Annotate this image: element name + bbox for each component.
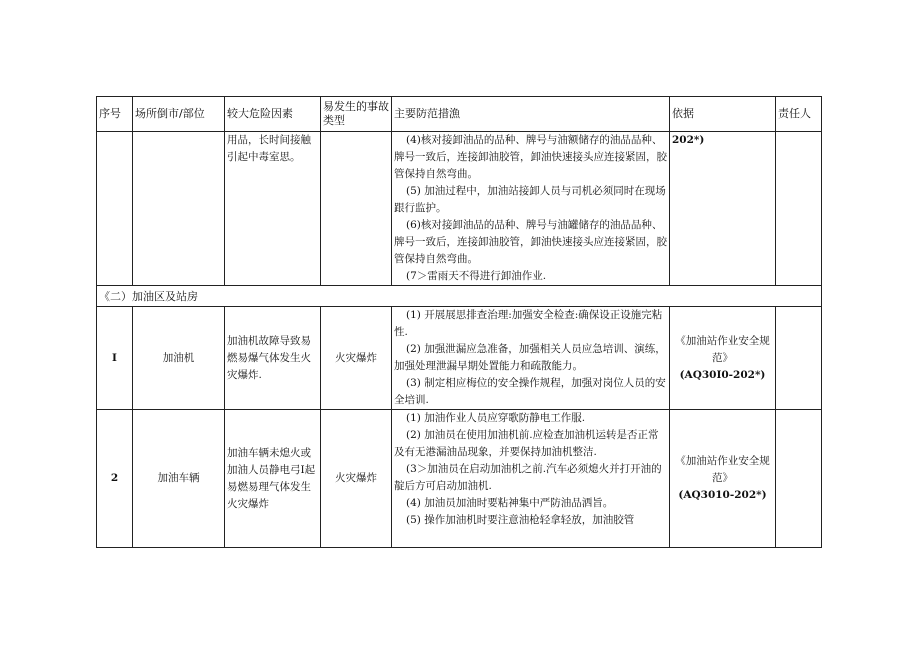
row-place: 加油机	[133, 307, 225, 410]
measure-item: (1) 加油作业人员应穿歌防静电工作服.	[406, 412, 586, 424]
row-accident: 火灾爆炸	[321, 410, 392, 548]
table-row	[97, 410, 822, 548]
row-no: 2	[97, 410, 133, 548]
header-row	[97, 97, 822, 132]
row-hazard: 加油车辆未熄火或加油人员静电弓I起易燃易理气体发生火灾爆炸	[225, 410, 321, 548]
section-row	[97, 286, 822, 307]
measure-item: (4)核对接卸油品的品种、牌号与油额储存的油品品种、牌号一致后，连接卸油胶管，卸油快速接头应连接紧固，胶管保持自然弯曲。	[394, 134, 667, 180]
measure-item: (1) 开展展思排查治理:加强安全检查:确保设正设施完粘性.	[394, 309, 663, 338]
row-no: I	[97, 307, 133, 410]
safety-risk-table-sheet	[96, 96, 821, 548]
measure-item: (6)核对接卸油品的品种、牌号与油罐储存的油品品种、牌号一致后，连接卸油胶管，卸油快速接头应连接紧固，胶管保持自然弯曲。	[394, 219, 667, 265]
row-basis	[670, 410, 776, 548]
header-basis: 依据	[670, 97, 776, 132]
measure-item: (4) 加油员加油时要粘神集中严防油品洒旨。	[406, 497, 614, 509]
measure-item: (5) 操作加油机时要注意油枪轻拿轻放，加油胶管	[406, 514, 635, 526]
cont-place	[133, 132, 225, 286]
row-responsible	[776, 307, 822, 410]
basis-code: (AQ3010-202*)	[678, 489, 767, 501]
basis-title: 《加油站作业安全规范》	[675, 334, 770, 364]
basis-code: (AQ30I0-202*)	[679, 368, 766, 381]
header-responsible: 责任人	[776, 97, 822, 132]
measure-item: (3) 制定相应梅位的安全操作规程，加强对岗位人员的安全培训.	[394, 377, 666, 406]
row-measures	[392, 410, 670, 548]
header-no: 序号	[97, 97, 133, 132]
table-row	[97, 307, 822, 410]
header-accident-type: 易发生的事故类型	[321, 97, 392, 132]
basis-code: 202*)	[672, 134, 705, 146]
risk-table	[96, 96, 822, 548]
measure-item: (7＞雷雨天不得进行卸油作业.	[406, 270, 547, 282]
header-hazard: 较大危险因素	[225, 97, 321, 132]
header-measures: 主要防范措漁	[392, 97, 670, 132]
section-title: 《二）加油区及站房	[97, 286, 822, 307]
row-place: 加油车辆	[133, 410, 225, 548]
measure-item: (5) 加油过程中，加油站接卸人员与司机必须同时在现场跟行监护。	[394, 185, 666, 214]
header-place: 场所倒市/部位	[133, 97, 225, 132]
measure-item: (2) 加强泄漏应急准备，加强相关人员应急培训、演练，加强处理泄漏早期处置能力和疏散能力。	[394, 343, 666, 372]
cont-responsible	[776, 132, 822, 286]
row-accident: 火灾爆炸	[321, 307, 392, 410]
basis-title: 《加油站作业安全规范》	[675, 455, 770, 484]
cont-no	[97, 132, 133, 286]
cont-hazard: 用品，长时间接触引起中毒室思。	[225, 132, 321, 286]
continued-row	[97, 132, 822, 286]
cont-basis	[670, 132, 776, 286]
row-measures	[392, 307, 670, 410]
row-responsible	[776, 410, 822, 548]
measure-item: (2) 加油员在使用加油机前.应检查加油机运转是否正常及有无港漏油品现象，并要保持加油机整洁.	[394, 429, 659, 458]
cont-measures	[392, 132, 670, 286]
cont-accident	[321, 132, 392, 286]
measure-item: (3＞加油员在启动加油机之前.汽车必须熄火并打开油的靛后方可启动加油机.	[394, 463, 662, 492]
row-basis	[670, 307, 776, 410]
row-hazard: 加油机故障导致易燃易爆气体发生火灾爆炸.	[225, 307, 321, 410]
